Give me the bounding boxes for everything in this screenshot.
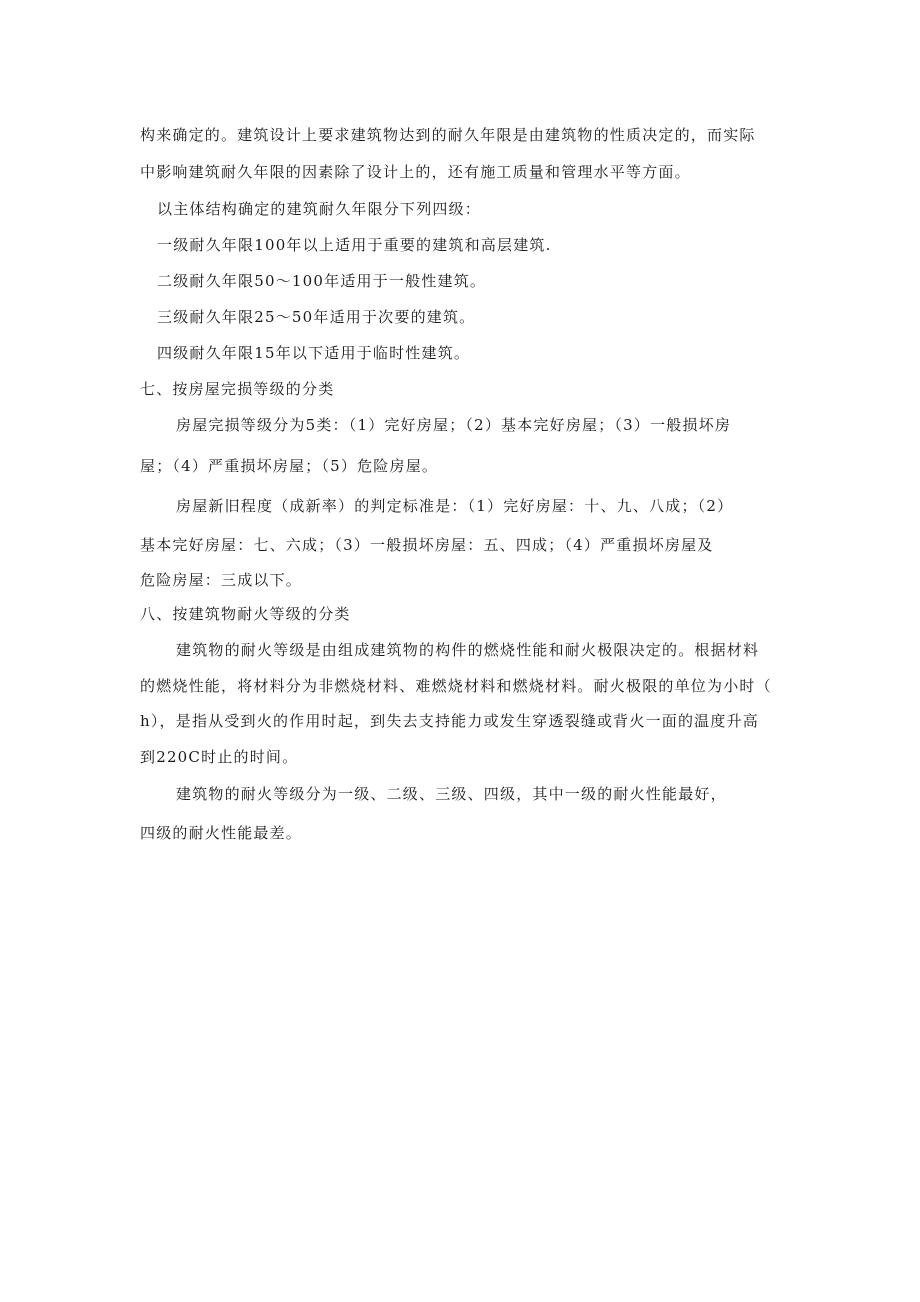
paragraph-line: 屋；（4）严重损坏房屋；（5）危险房屋。 [140,457,439,475]
list-item: 一级耐久年限100年以上适用于重要的建筑和高层建筑. [157,236,552,254]
paragraph-line: 的燃烧性能，将材料分为非燃烧材料、难燃烧材料和燃烧材料。耐火极限的单位为小时（ [140,677,772,695]
paragraph-line: 以主体结构确定的建筑耐久年限分下列四级： [157,200,482,218]
paragraph-line: 建筑物的耐火等级是由组成建筑物的构件的燃烧性能和耐火极限决定的。根据材料 [176,641,760,659]
paragraph-line: 危险房屋：三成以下。 [140,571,303,589]
paragraph-line: 房屋完损等级分为5类：（1）完好房屋；（2）基本完好房屋；（3）一般损坏房 [176,416,732,434]
paragraph-line: 基本完好房屋：七、六成；（3）一般损坏房屋：五、四成；（4）严重损坏房屋及 [140,536,714,554]
paragraph-line: 构来确定的。建筑设计上要求建筑物达到的耐久年限是由建筑物的性质决定的，而实际 [140,126,756,144]
paragraph-line: 四级的耐火性能最差。 [140,824,303,842]
list-item: 三级耐久年限25～50年适用于次要的建筑。 [157,308,476,326]
paragraph-line: 到220C时止的时间。 [140,748,299,766]
list-item: 四级耐久年限15年以下适用于临时性建筑。 [157,344,471,362]
section-heading: 八、按建筑物耐火等级的分类 [140,605,351,623]
paragraph-line: 建筑物的耐火等级分为一级、二级、三级、四级，其中一级的耐火性能最好， [176,785,727,803]
paragraph-line: 中影响建筑耐久年限的因素除了设计上的，还有施工质量和管理水平等方面。 [140,163,691,181]
list-item: 二级耐久年限50～100年适用于一般性建筑。 [157,272,487,290]
paragraph-line: 房屋新旧程度（成新率）的判定标准是：（1）完好房屋：十、九、八成；（2） [176,497,734,515]
paragraph-line: h），是指从受到火的作用时起，到失去支持能力或发生穿透裂缝或背火一面的温度升高 [140,712,759,730]
section-heading: 七、按房屋完损等级的分类 [140,380,335,398]
